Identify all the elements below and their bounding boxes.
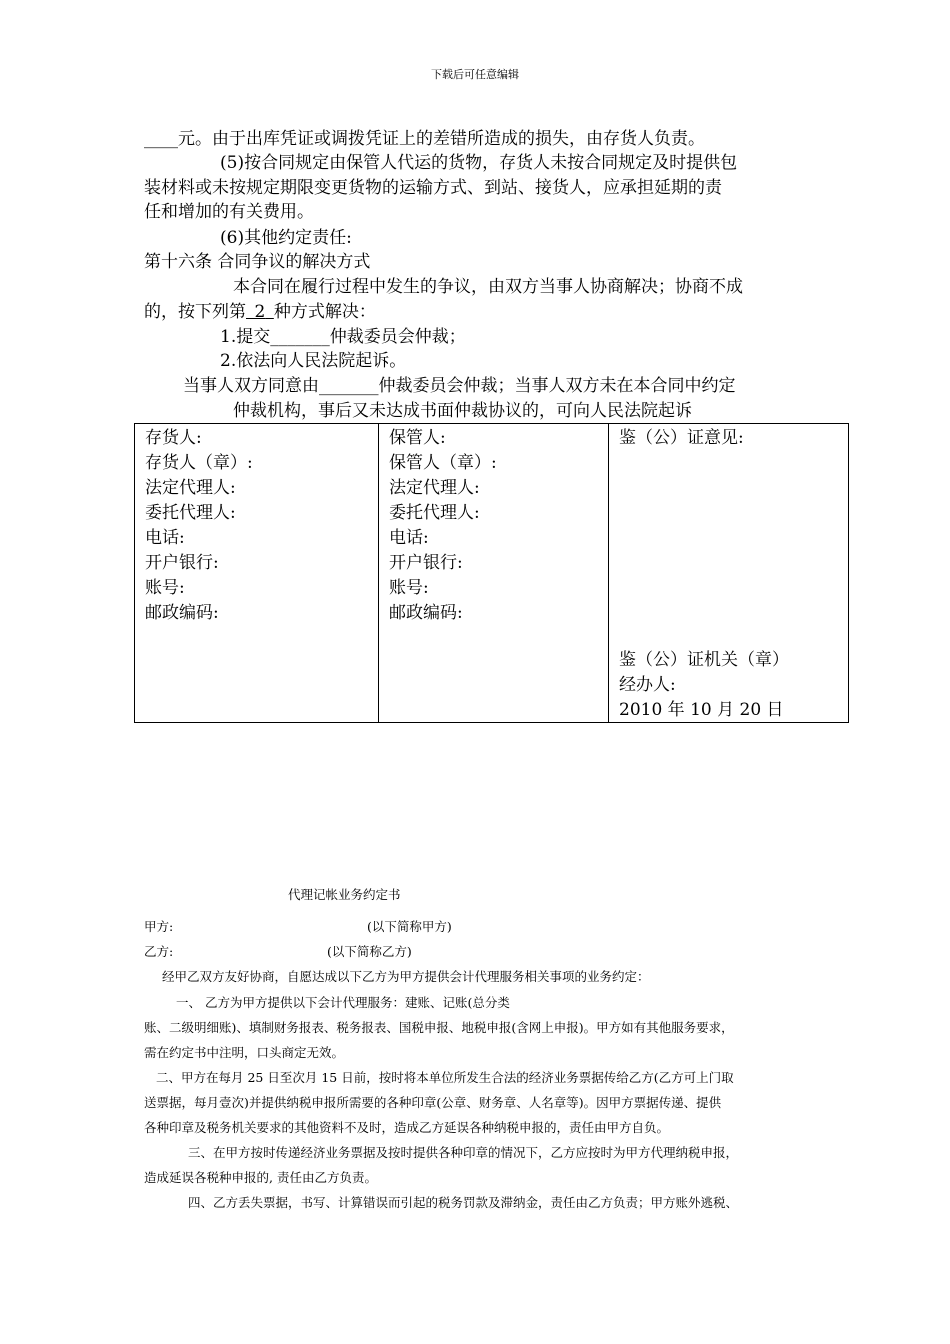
notary-cell (609, 424, 849, 723)
notary-authority-label: 鉴（公）证机关（章） (619, 650, 789, 670)
contract-line: 装材料或未按规定期限变更货物的运输方式、到站、接货人，应承担延期的责 (144, 178, 722, 198)
agreement-line: 三、在甲方按时传递经济业务票据及按时提供各种印章的情况下，乙方应按时为甲方代理纳税申报， (188, 1145, 739, 1160)
handler-label: 经办人: (619, 675, 676, 695)
contract-text: 的，按下列第 (144, 302, 246, 322)
bank-label: 开户银行: (145, 553, 219, 573)
account-label: 账号: (389, 578, 429, 598)
agreement-title: 代理记帐业务约定书 (288, 887, 401, 902)
bank-label: 开户银行: (389, 553, 463, 573)
agreement-line: 经甲乙双方友好协商，自愿达成以下乙方为甲方提供会计代理服务相关事项的业务约定： (162, 969, 650, 984)
contract-line: 2.依法向人民法院起诉。 (220, 351, 407, 371)
agreement-line: 二、甲方在每月 25 日至次月 15 日前，按时将本单位所发生合法的经济业务票据传给乙方(乙方可上门取 (156, 1070, 734, 1085)
notary-opinion-label: 鉴（公）证意见: (619, 428, 744, 448)
contract-line: (6)其他约定责任: (220, 228, 352, 248)
signature-table (134, 423, 849, 723)
postal-code-label: 邮政编码: (145, 603, 219, 623)
contract-line (144, 300, 376, 325)
contract-line: 本合同在履行过程中发生的争议，由双方当事人协商解决；协商不成 (233, 277, 743, 297)
agreement-line: 四、乙方丢失票据，书写、计算错误而引起的税务罚款及滞纳金，责任由乙方负责；甲方账外逃税、 (188, 1195, 739, 1210)
legal-representative-label: 法定代理人: (145, 478, 236, 498)
phone-label: 电话: (145, 528, 185, 548)
authorized-agent-label: 委托代理人: (145, 503, 236, 523)
keeper-seal-label: 保管人（章）: (389, 453, 497, 473)
keeper-label: 保管人: (389, 428, 446, 448)
contract-line: 任和增加的有关费用。 (144, 202, 314, 222)
selected-option-number: 2 (254, 302, 266, 322)
depositor-seal-label: 存货人（章）: (145, 453, 253, 473)
agreement-line: 账、二级明细账)、填制财务报表、税务报表、国税申报、地税申报(含网上申报)。甲方如有其他服务要求， (144, 1020, 734, 1035)
agreement-line: 一、 乙方为甲方提供以下会计代理服务：建账、记账(总分类 (176, 995, 510, 1010)
depositor-cell (135, 424, 379, 723)
postal-code-label: 邮政编码: (389, 603, 463, 623)
contract-line: 仲裁机构，事后又未达成书面仲裁协议的，可向人民法院起诉 (233, 401, 692, 421)
party-b-label: 乙方: (144, 944, 174, 959)
date-label: 2010 年 10 月 20 日 (619, 700, 784, 720)
agreement-line: 送票据，每月壹次)并提供纳税申报所需要的各种印章(公章、财务章、人名章等)。因甲方票据传递、提供 (144, 1095, 722, 1110)
agreement-line: 造成延误各税种申报的, 责任由乙方负责。 (144, 1170, 377, 1185)
contract-text: 种方式解决： (273, 302, 376, 322)
party-a-note: (以下简称甲方) (367, 919, 452, 934)
contract-line: 1.提交_______仲裁委员会仲裁； (220, 327, 466, 347)
contract-line: (5)按合同规定由保管人代运的货物，存货人未按合同规定及时提供包 (220, 153, 738, 173)
party-a-label: 甲方: (144, 919, 174, 934)
agreement-line: 需在约定书中注明，口头商定无效。 (144, 1045, 345, 1060)
phone-label: 电话: (389, 528, 429, 548)
contract-line: 当事人双方同意由_______仲裁委员会仲裁；当事人双方未在本合同中约定 (183, 376, 736, 396)
authorized-agent-label: 委托代理人: (389, 503, 480, 523)
party-b-note: (以下简称乙方) (327, 944, 412, 959)
page-header: 下载后可任意编辑 (431, 68, 519, 81)
agreement-line: 各种印章及税务机关要求的其他资料不及时，造成乙方延误各种纳税申报的，责任由甲方自负。 (144, 1120, 670, 1135)
legal-representative-label: 法定代理人: (389, 478, 480, 498)
contract-line: ____元。由于出库凭证或调拨凭证上的差错所造成的损失，由存货人负责。 (144, 129, 705, 149)
keeper-cell (379, 424, 609, 723)
account-label: 账号: (145, 578, 185, 598)
article-heading: 第十六条 合同争议的解决方式 (144, 252, 371, 272)
depositor-label: 存货人: (145, 428, 202, 448)
